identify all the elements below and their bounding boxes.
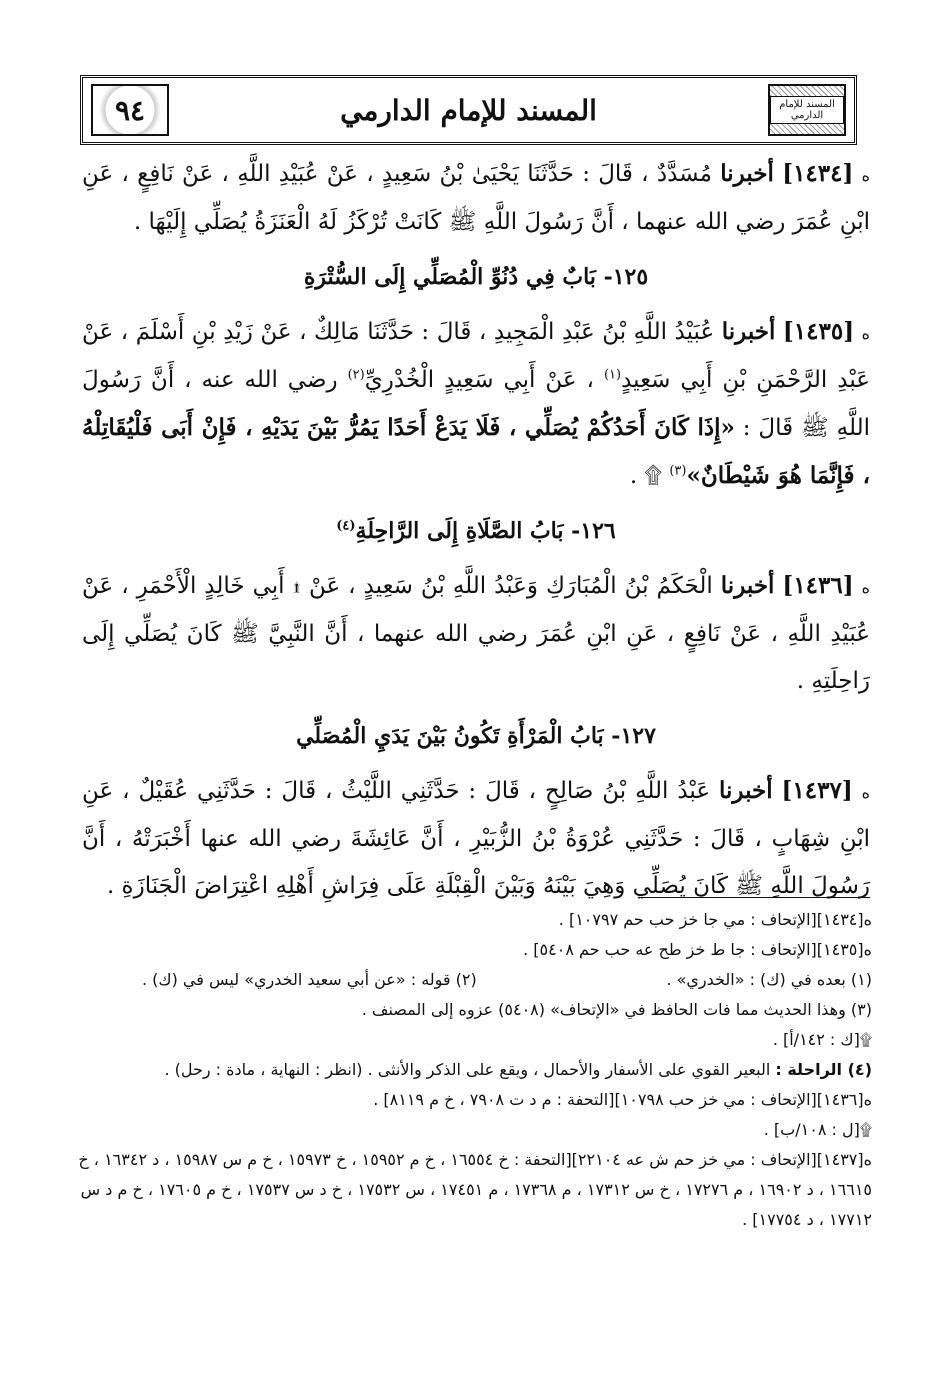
hadith-intro: أخبرنا — [720, 572, 775, 599]
hadith-text-b: ، عَنْ أَبِي سَعِيدٍ الْخُدْرِيِّ — [364, 367, 594, 393]
hadith-text-a: عُبَيْدُ اللَّهِ بْنُ عَبْدِ الْمَجِيدِ ، قَالَ : حَدَّثَنَا مَالِكٌ ، عَنْ زَيْدِ بْنِ أَسْلَمَ ، عَنْ عَبْدِ الرَّحْمَنِ بْنِ أَبِي سَعِيدٍ — [82, 319, 871, 393]
circle-marker-icon: ە — [861, 166, 871, 185]
ornament-logo — [768, 84, 846, 136]
footnote-note-1: (١) بعده في (ك) : «الخدري» . — [666, 970, 872, 989]
chapter-126-title — [82, 506, 870, 556]
footnote-1436: ە[١٤٣٦][الإتحاف : مي خز حب ١٠٧٩٨][التحفة : م د ت ٧٩٠٨ ، خ م ٨١١٩] . — [373, 1090, 872, 1109]
main-text — [82, 150, 870, 910]
ornament-text: المسند للإمام الدارمي — [770, 96, 844, 124]
footnotes — [72, 905, 872, 1235]
footnote-note-4-text: البعير القوي على الأسفار والأحمال ، ويقع على الذكر والأنثى . (انظر : النهاية ، مادة : رحل) . — [164, 1060, 771, 1079]
hadith-number: [١٤٣٤] — [782, 160, 854, 187]
hadith-number: [١٤٣٧] — [781, 777, 853, 804]
hadith-1435 — [82, 308, 870, 500]
book-title: المسند للإمام الدارمي — [340, 93, 597, 127]
circle-marker-icon: ە — [861, 578, 870, 597]
circle-marker-icon: ە — [861, 783, 871, 802]
chapter-125-title: ١٢٥- بَابٌ فِي دُنُوِّ الْمُصَلِّي إِلَى السُّتْرَةِ — [303, 264, 649, 290]
footnote-note-4 — [72, 1055, 872, 1085]
page-number: ٩٤ — [91, 84, 169, 136]
footnote-note-3: (٣) وهذا الحديث مما فات الحافظ في «الإتحاف» (٥٤٠٨) عزوه إلى المصنف . — [361, 1000, 872, 1019]
hadith-text: الْحَكَمُ بْنُ الْمُبَارَكِ وَعَبْدُ اللَّهِ بْنُ سَعِيدٍ ، عَنْ ۩ أَبِي خَالِدٍ الْأَحْمَرِ ، عَنْ عُبَيْدِ اللَّهِ ، عَنْ نَافِعٍ ، عَنِ ابْنِ عُمَرَ رضي الله عنهما ، أَنَّ النَّبِيَّ ﷺ كَانَ يُصَلِّي إِلَى رَاحِلَتِهِ . — [82, 573, 870, 694]
chapter-127-title: ١٢٧- بَابُ الْمَرْأَةِ تَكُونُ بَيْنَ يَدَيِ الْمُصَلِّي — [296, 723, 656, 749]
hadith-intro: أخبرنا — [720, 160, 774, 187]
page-header — [80, 75, 857, 145]
hadith-text: مُسَدَّدٌ ، قَالَ : حَدَّثَنَا يَحْيَىٰ بْنُ سَعِيدٍ ، عَنْ عُبَيْدِ اللَّهِ ، عَنْ نَافِعٍ ، عَنِ ابْنِ عُمَرَ رضي الله عنهما ، أَنَّ رَسُولَ اللَّهِ ﷺ كَانَتْ تُرْكَزُ لَهُ الْعَنَزَةُ يُصَلِّي إِلَيْهَا . — [82, 161, 870, 235]
hadith-intro: أخبرنا — [718, 777, 773, 804]
hadith-intro: أخبرنا — [721, 318, 776, 345]
footnote-note-4-label: (٤) الراحلة : — [775, 1060, 872, 1079]
hadith-number: [١٤٣٥] — [782, 318, 855, 345]
footnote-note-2: (٢) قوله : «عن أبي سعيد الخدري» ليس في (ك) . — [142, 970, 477, 989]
hadith-1434 — [82, 150, 870, 246]
circle-marker-icon: ە — [861, 324, 871, 343]
footnote-divider — [638, 897, 870, 898]
footnote-ref-1: (١) — [603, 367, 622, 383]
hadith-1436 — [82, 562, 870, 705]
footnote-1435: ە[١٤٣٥][الإتحاف : جا ط خز طح عه حب حم ٥٤٠٨] . — [523, 940, 872, 959]
hadith-text-c: رضي الله عنه ، أَنَّ رَسُولَ اللَّهِ ﷺ قَالَ : — [82, 367, 870, 441]
hadith-text: عَبْدُ اللَّهِ بْنُ صَالِحٍ ، قَالَ : حَدَّثَنِي اللَّيْثُ ، قَالَ : حَدَّثَنِي عُقَيْلٌ ، عَنِ ابْنِ شِهَابٍ ، قَالَ : حَدَّثَنِي عُرْوَةُ بْنُ الزُّبَيْرِ ، أَنَّ عَائِشَةَ رضي الله عنها أَخْبَرَتْهُ ، أَنَّ رَسُولَ اللَّهِ ﷺ كَانَ يُصَلِّي وَهِيَ بَيْنَهُ وَبَيْنَ الْقِبْلَةِ عَلَى فِرَاشِ أَهْلِهِ اعْتِرَاضَ الْجَنَازَةِ . — [82, 778, 870, 899]
hadith-number: [١٤٣٦] — [782, 572, 854, 599]
footnote-ref-3: (٣) — [669, 463, 687, 479]
footnote-1437: ە[١٤٣٧][الإتحاف : مي خز حم ش عه ٢٢١٠٤][التحفة : خ ١٦٥٥٤ ، خ م ١٥٩٥٢ ، خ ١٥٩٧٣ ، خ م س ١٥٩٨٧ ، د ١٦٣٤٢ ، خ ١٦٦١٥ ، د ١٦٩٠٢ ، م ١٧٢٧٦ ، خ س ١٧٣١٢ ، م ١٧٣٦٨ ، م ١٧٤٥١ ، س ١٧٥٣٢ ، خ د س ١٧٥٣٧ ، خ م ١٧٦٠٥ ، خ م د س ١٧٧١٢ ، د ١٧٧٥٤] . — [78, 1150, 872, 1229]
manuscript-marker: ۩ . — [629, 463, 663, 489]
hadith-1437 — [82, 767, 870, 910]
hadith-prophetic-text: «إِذَا كَانَ أَحَدُكُمْ يُصَلِّي ، فَلَا يَدَعْ أَحَدًا يَمُرُّ بَيْنَ يَدَيْهِ ، فَإِنْ أَبَى فَلْيُقَاتِلْهُ ، فَإِنَّمَا هُوَ شَيْطَانٌ» — [82, 414, 870, 489]
footnote-1434: ە[١٤٣٤][الإتحاف : مي جا خز حب حم ١٠٧٩٧] . — [558, 910, 872, 929]
manuscript-ref-1: ۩[ك : ١٤٢/أ] . — [772, 1030, 872, 1049]
footnote-ref-2: (٢) — [347, 367, 365, 383]
chapter-126-text: ١٢٦- بَابُ الصَّلَاةِ إِلَى الرَّاحِلَةِ — [355, 518, 616, 544]
manuscript-ref-2: ۩[ل : ١٠٨/ب] . — [763, 1120, 872, 1139]
footnote-ref-4: (٤) — [336, 518, 356, 534]
footnote-row-1-2 — [72, 965, 872, 995]
